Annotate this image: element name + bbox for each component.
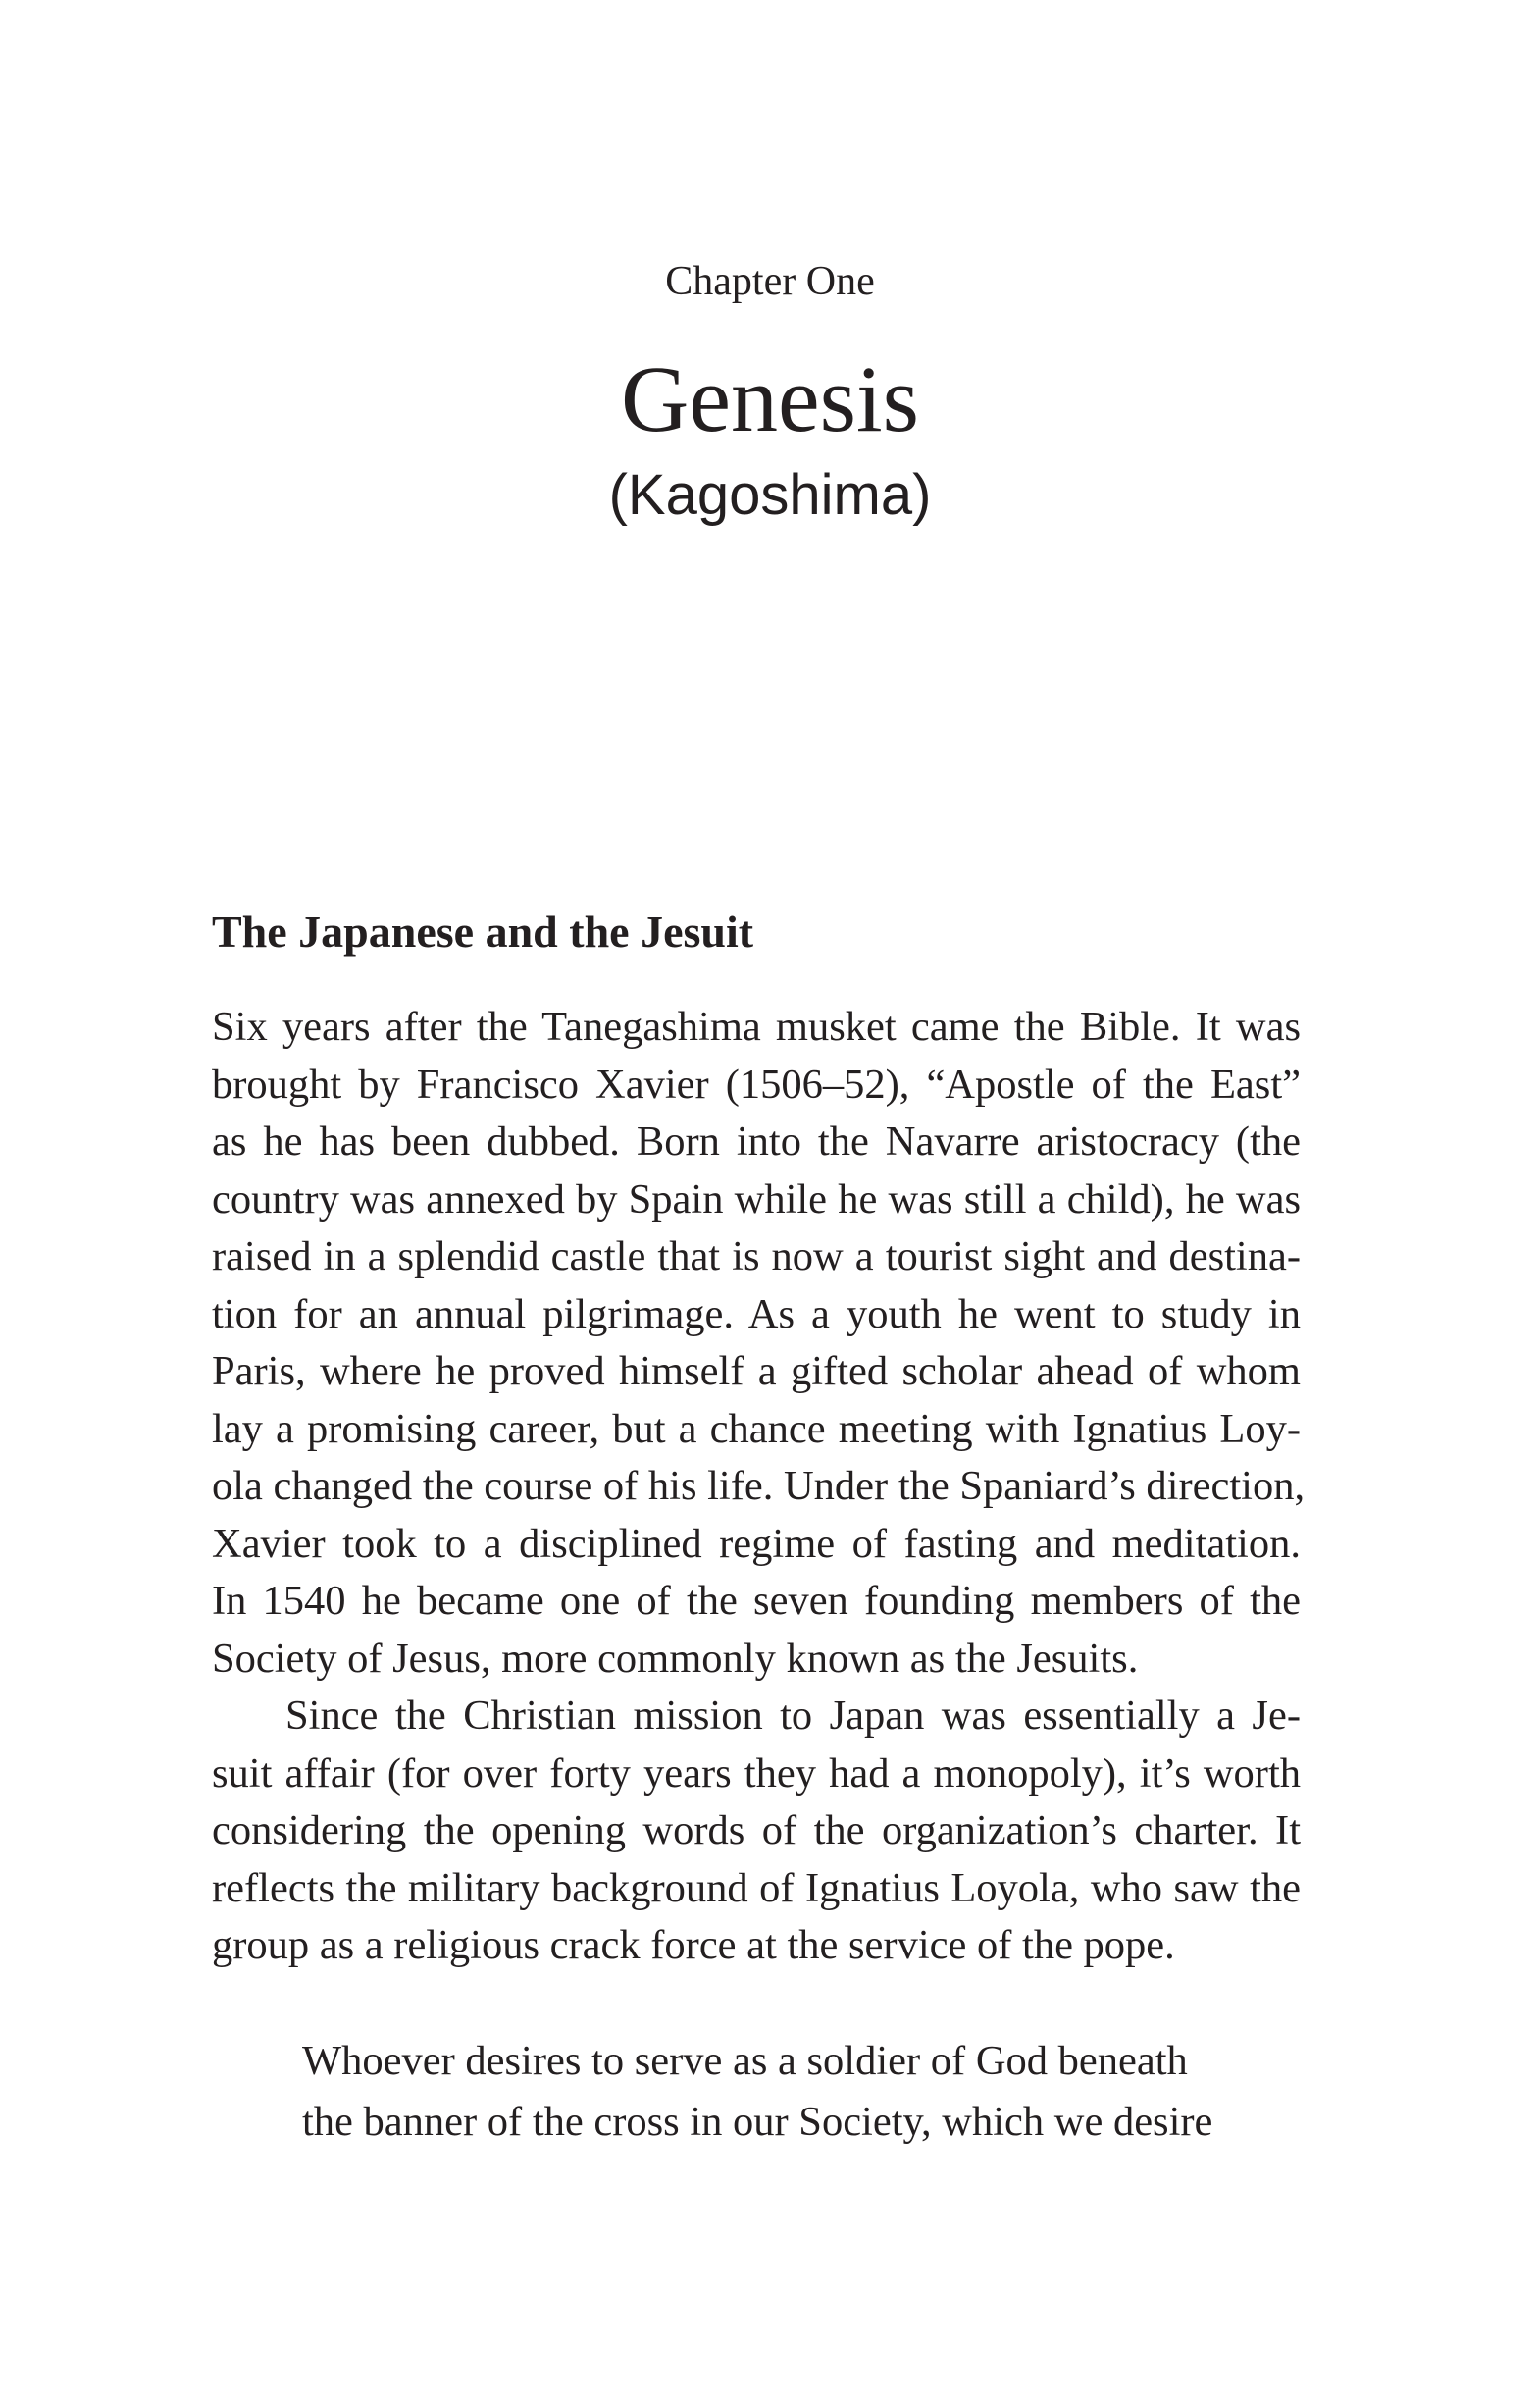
paragraph-1-line: lay a promising career, but a chance meeting with Ignatius Loy- [212, 1405, 1301, 1452]
chapter-subtitle: (Kagoshima) [608, 463, 932, 527]
block-quote [302, 2031, 1213, 2153]
paragraph-2-line: group as a religious crack force at the service of the pope. [212, 1922, 1175, 1968]
paragraph-1-line: raised in a splendid castle that is now a tourist sight and destina- [212, 1233, 1301, 1279]
chapter-title: Genesis [621, 346, 919, 451]
paragraph-1-line: country was annexed by Spain while he was still a child), he was [212, 1175, 1301, 1223]
body-text [212, 999, 1306, 1975]
section-heading: The Japanese and the Jesuit [212, 907, 754, 957]
paragraph-2-line: considering the opening words of the organization’s charter. It [212, 1807, 1301, 1853]
paragraph-1-line: as he has been dubbed. Born into the Navarre aristocracy (the [212, 1119, 1301, 1165]
paragraph-1-line: brought by Francisco Xavier (1506–52), “Apostle of the East” [212, 1061, 1301, 1108]
paragraph-2-line: suit affair (for over forty years they had a monopoly), it’s worth [212, 1749, 1301, 1796]
paragraph-1-line: Xavier took to a disciplined regime of fasting and meditation. [212, 1520, 1301, 1567]
paragraph-1-line: tion for an annual pilgrimage. As a youth he went to study in [212, 1290, 1301, 1337]
quote-line: the banner of the cross in our Society, which we desire [302, 2099, 1213, 2145]
quote-line: Whoever desires to serve as a soldier of God beneath [302, 2038, 1188, 2084]
chapter-label: Chapter One [665, 259, 875, 304]
paragraph-1-line: In 1540 he became one of the seven founding members of the [212, 1578, 1301, 1624]
paragraph-2-line: reflects the military background of Ignatius Loyola, who saw the [212, 1864, 1301, 1911]
paragraph-2-line: Since the Christian mission to Japan was essentially a Je- [285, 1692, 1301, 1739]
paragraph-1-line: Society of Jesus, more commonly known as the Jesuits. [212, 1635, 1139, 1682]
paragraph-1-line: ola changed the course of his life. Under the Spaniard’s direction, [212, 1463, 1306, 1509]
paragraph-1-line: Six years after the Tanegashima musket came the Bible. It was [212, 1004, 1301, 1050]
paragraph-1-line: Paris, where he proved himself a gifted scholar ahead of whom [212, 1348, 1301, 1394]
